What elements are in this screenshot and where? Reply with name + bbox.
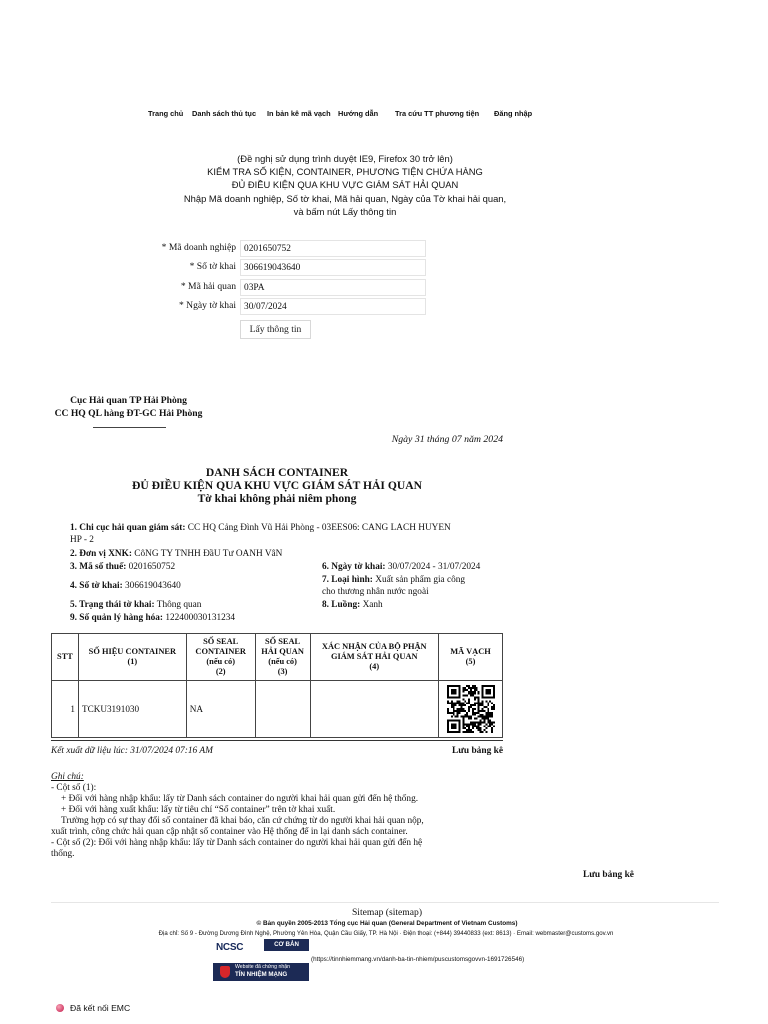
badge-line-1: Website đã chứng nhận [235, 964, 291, 970]
customs-code-label: * Mã hải quan [180, 281, 236, 292]
declaration-date-input[interactable] [240, 298, 426, 315]
emc-icon [56, 1004, 64, 1012]
col-header-text: HẢI QUAN [261, 647, 304, 656]
ncsc-logo-text: NCSC [216, 942, 244, 953]
note-line: Trường hợp có sự thay đổi số container đã khai báo, căn cứ chứng từ do người khai hải quan nộp, [61, 816, 424, 826]
info-label: 4. Số tờ khai: [70, 581, 123, 591]
info-declaration-date [322, 562, 480, 574]
col-header-barcode [439, 634, 503, 681]
document-date: Ngày 31 tháng 07 năm 2024 [391, 434, 503, 445]
intro-text [140, 152, 550, 218]
form-row-declaration [0, 259, 768, 276]
cell-confirmation [310, 681, 438, 738]
info-value-cont: HP - 2 [70, 534, 94, 545]
col-header-number: (3) [277, 667, 288, 676]
cell-container-seal: NA [186, 681, 255, 738]
note-line: + Đối với hàng xuất khẩu: lấy từ tiêu chí “Số container” trên tờ khai xuất. [61, 805, 336, 815]
info-declaration-number [70, 581, 181, 593]
note-line: - Cột số (1): [51, 783, 97, 793]
table-row [52, 681, 503, 738]
cell-container-number: TCKU3191030 [78, 681, 186, 738]
title-line-1: DANH SÁCH CONTAINER [205, 466, 349, 479]
company-code-label: * Mã doanh nghiệp [161, 242, 236, 253]
info-label: 3. Mã số thuế: [70, 562, 127, 572]
info-supervising-office [70, 523, 451, 546]
agency-name: Cục Hải quan TP Hải Phòng [70, 395, 187, 406]
col-header-text: SỐ SEAL [203, 637, 239, 646]
col-header-text: XÁC NHẬN CỦA BỘ PHẬN [321, 642, 427, 651]
note-line: xuất trình, công chức hải quan cập nhật số container vào Hệ thống để in lại danh sách container. [51, 827, 408, 837]
table-bottom-rule [51, 740, 503, 741]
save-list-link-bottom[interactable]: Lưu bảng kê [583, 870, 634, 880]
col-header-number: (1) [127, 657, 138, 666]
form-row-date [0, 298, 768, 315]
declaration-number-label: * Số tờ khai [189, 261, 236, 272]
col-header-confirmation [310, 634, 438, 681]
col-header-text: SỐ HIỆU CONTAINER [88, 647, 177, 656]
col-header-text: SỐ SEAL [265, 637, 301, 646]
agency-divider [93, 427, 166, 428]
note-line: - Cột số (2): Đối với hàng nhập khẩu: lấy từ Danh sách container do người khai hải quan gửi đến hệ [51, 838, 423, 848]
info-value: 122400030131234 [165, 613, 236, 623]
col-header-number: (5) [465, 657, 476, 666]
nav-print-barcode[interactable]: In bản kê mã vạch [267, 109, 331, 118]
emc-status [56, 1003, 130, 1013]
info-declaration-status [70, 600, 201, 612]
col-header-text: GIÁM SÁT HẢI QUAN [330, 652, 418, 661]
info-label: 9. Số quản lý hàng hóa: [70, 613, 164, 623]
info-label: 2. Đơn vị XNK: [70, 549, 132, 559]
nav-login[interactable]: Đăng nhập [494, 109, 533, 118]
contact-address: Địa chỉ: Số 9 - Đường Dương Đình Nghệ, Phường Yên Hòa, Quận Cầu Giấy, TP. Hà Nội · Điện thoại: (+844) 39440833 (ext: 8613) · Email: webmaster@customs.gov.vn [158, 930, 614, 937]
col-header-text: MÃ VẠCH [450, 647, 491, 656]
info-label: 1. Chi cục hải quan giám sát: [70, 523, 186, 533]
info-value: CôNG TY TNHH ĐầU Tư OANH VâN [134, 549, 283, 559]
declaration-number-input[interactable] [240, 259, 426, 276]
top-nav [0, 109, 768, 121]
sub-agency-name: CC HQ QL hàng ĐT-GC Hải Phòng [54, 407, 203, 419]
emc-status-text: Đã kết nối EMC [70, 1003, 131, 1013]
qr-code-icon [445, 685, 497, 733]
info-type [322, 575, 465, 598]
col-header-customs-seal [255, 634, 310, 681]
notes-title: Ghi chú: [51, 772, 84, 782]
info-value-cont: cho thương nhân nước ngoài [322, 586, 429, 597]
info-value: 306619043640 [125, 581, 181, 591]
ncsc-trust-badge[interactable] [213, 939, 309, 981]
document-title [120, 466, 434, 505]
info-value: 30/07/2024 - 31/07/2024 [387, 562, 481, 572]
info-value: CC HQ Cảng Đình Vũ Hải Phòng - 03EES06: CANG LACH HUYEN [187, 523, 451, 533]
intro-heading-1: KIỂM TRA SỐ KIỆN, CONTAINER, PHƯƠNG TIỆN CHỨA HÀNG [207, 166, 483, 178]
intro-heading-2: ĐỦ ĐIỀU KIỆN QUA KHU VỰC GIÁM SÁT HẢI QUAN [231, 179, 459, 191]
nav-guide[interactable]: Hướng dẫn [338, 109, 379, 118]
info-value: Thông quan [156, 600, 202, 610]
info-goods-mgmt-number [70, 613, 235, 625]
info-tax-code [70, 562, 175, 574]
title-line-2: ĐỦ ĐIỀU KIỆN QUA KHU VỰC GIÁM SÁT HẢI QUAN [132, 479, 422, 492]
info-label: 8. Luồng: [322, 600, 361, 610]
intro-instruction-1: Nhập Mã doanh nghiệp, Số tờ khai, Mã hải quan, Ngày của Tờ khai hải quan, [183, 192, 507, 204]
nav-procedures[interactable]: Danh sách thủ tục [192, 109, 257, 118]
get-info-button[interactable]: Lấy thông tin [240, 320, 311, 339]
agency-block [36, 395, 221, 420]
info-value: Xanh [362, 600, 383, 610]
badge-level: CƠ BẢN [264, 939, 309, 951]
info-importer-exporter [70, 549, 282, 561]
info-value: 0201650752 [128, 562, 176, 572]
col-header-number: (4) [369, 662, 380, 671]
company-code-input[interactable] [240, 240, 426, 257]
title-line-3: Tờ khai không phải niêm phong [197, 492, 357, 505]
copyright-text: © Bản quyền 2005-2013 Tổng cục Hải quan (General Department of Vietnam Customs) [256, 920, 518, 927]
container-table [51, 633, 503, 738]
col-header-container [78, 634, 186, 681]
form-row-customs [0, 279, 768, 296]
extract-timestamp: Kết xuất dữ liệu lúc: 31/07/2024 07:16 AM [51, 746, 213, 756]
info-label: 6. Ngày tờ khai: [322, 562, 386, 572]
notes-section [51, 772, 506, 860]
shield-icon [220, 966, 230, 978]
cell-barcode [439, 681, 503, 738]
col-header-text: (nếu có) [206, 657, 235, 666]
footer-divider [51, 902, 719, 903]
intro-instruction-2: và bấm nút Lấy thông tin [293, 205, 397, 217]
cell-customs-seal [255, 681, 310, 738]
customs-code-input[interactable] [240, 279, 426, 296]
sitemap-link[interactable]: Sitemap (sitemap) [351, 907, 423, 918]
info-channel [322, 600, 383, 612]
badge-line-2: TÍN NHIỆM MẠNG [235, 971, 288, 978]
note-line: thống. [51, 849, 75, 859]
table-header-row [52, 634, 503, 681]
col-header-container-seal [186, 634, 255, 681]
ncsc-logo [216, 942, 243, 953]
info-label: 7. Loại hình: [322, 575, 373, 585]
col-header-text: (nếu có) [268, 657, 297, 666]
nav-home[interactable]: Trang chủ [148, 109, 184, 118]
info-label: 5. Trạng thái tờ khai: [70, 600, 155, 610]
info-value: Xuất sản phẩm gia công [375, 575, 466, 585]
nav-vehicle-lookup[interactable]: Tra cứu TT phương tiện [395, 109, 480, 118]
intro-browser-note: (Đề nghị sử dụng trình duyệt IE9, Firefox 30 trở lên) [237, 153, 453, 164]
cell-stt: 1 [52, 681, 79, 738]
col-header-number: (2) [215, 667, 226, 676]
save-list-link[interactable]: Lưu bảng kê [452, 746, 503, 756]
note-line: + Đối với hàng nhập khẩu: lấy từ Danh sách container do người khai hải quan gửi đến hệ thống. [61, 794, 419, 804]
col-header-stt: STT [52, 634, 79, 681]
declaration-date-label: * Ngày tờ khai [178, 300, 236, 311]
trust-badge-url[interactable]: (https://tinnhiemmang.vn/danh-ba-tin-nhiem/puscustomsgovvn-1691726546) [311, 956, 525, 963]
form-row-company [0, 240, 768, 257]
col-header-text: CONTAINER [195, 647, 246, 656]
